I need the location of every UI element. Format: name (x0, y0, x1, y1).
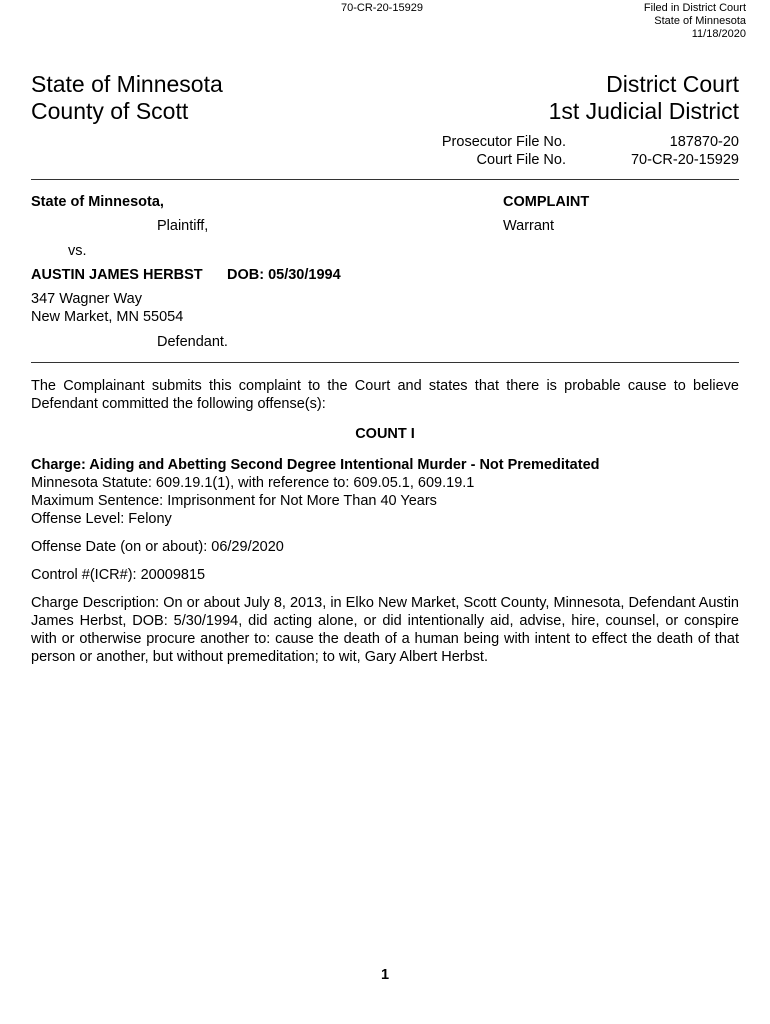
plaintiff-name: State of Minnesota, (31, 194, 164, 210)
court-file-label: Court File No. (476, 152, 566, 168)
defendant-name: AUSTIN JAMES HERBST (31, 267, 203, 283)
caption-county: County of Scott (31, 98, 189, 124)
control-number: Control #(ICR#): 20009815 (31, 567, 206, 583)
court-file-value: 70-CR-20-15929 (630, 152, 739, 168)
charge-block (31, 456, 739, 528)
filed-stamp-line2: State of Minnesota (654, 15, 746, 27)
defendant-dob: DOB: 05/30/1994 (227, 267, 341, 283)
caption-left (31, 71, 223, 125)
defendant-address (31, 290, 183, 326)
address-line1: 347 Wagner Way (31, 291, 142, 307)
defendant-role: Defendant. (157, 334, 228, 350)
file-numbers (436, 133, 739, 169)
warrant-label: Warrant (503, 218, 555, 234)
caption-court: District Court (606, 71, 739, 97)
filed-stamp (644, 2, 746, 41)
document-type: COMPLAINT (503, 194, 590, 210)
page-number: 1 (380, 967, 390, 983)
filed-stamp-date: 11/18/2020 (691, 28, 746, 40)
divider-top (31, 179, 739, 180)
charge-description: Charge Description: On or about July 8, 2013, in Elko New Market, Scott County, Minnesota, Defendant Austin James Herbst, DOB: 5/30/1994, did acting alone, or did intentionally aid, advise, hire, counsel, or conspire with or otherwise procure another to: cause the death of a human being with intent to effect the death of that person or another, but without premeditation; to wit, Gary Albert Herbst. (31, 595, 739, 665)
versus: vs. (68, 243, 87, 259)
divider-bottom (31, 362, 739, 363)
max-sentence: Maximum Sentence: Imprisonment for Not More Than 40 Years (31, 493, 437, 509)
count-title: COUNT I (355, 426, 415, 442)
prosecutor-file-value: 187870-20 (669, 134, 739, 150)
offense-date: Offense Date (on or about): 06/29/2020 (31, 539, 284, 555)
caption-state: State of Minnesota (31, 71, 223, 97)
caption-district: 1st Judicial District (548, 98, 739, 124)
prosecutor-file-label: Prosecutor File No. (441, 134, 566, 150)
offense-level: Offense Level: Felony (31, 511, 172, 527)
charge-title: Charge: Aiding and Abetting Second Degree Intentional Murder - Not Premeditated (31, 457, 600, 473)
statute: Minnesota Statute: 609.19.1(1), with reference to: 609.05.1, 609.19.1 (31, 475, 475, 491)
intro-paragraph: The Complainant submits this complaint to the Court and states that there is probable cause to believe Defendant committed the following offense(s): (31, 378, 739, 412)
address-line2: New Market, MN 55054 (31, 309, 184, 325)
plaintiff-role: Plaintiff, (157, 218, 209, 234)
filed-stamp-line1: Filed in District Court (643, 2, 746, 14)
caption-right (549, 71, 739, 125)
header-case-number: 70-CR-20-15929 (341, 2, 423, 14)
